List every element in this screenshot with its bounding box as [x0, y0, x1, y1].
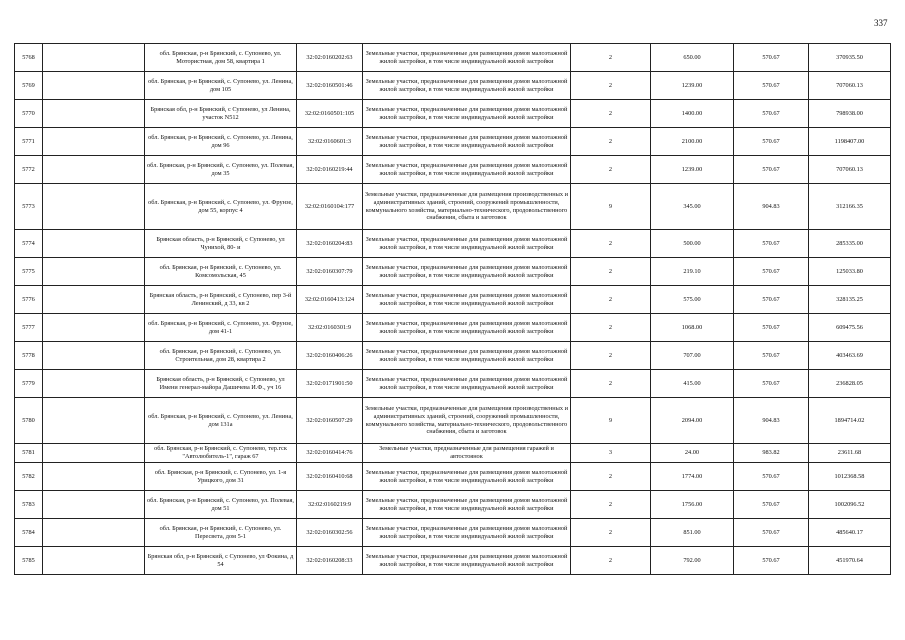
row-number: 5781 — [15, 444, 43, 463]
cadastral-cost-cell: 485640.17 — [809, 519, 891, 547]
zone-cell: 2 — [571, 491, 651, 519]
land-use-cell: Земельные участки, предназначенные для размещения домов малоэтажной жилой застройки, в том числе индивидуальной жилой застройки — [363, 258, 571, 286]
row-number: 5771 — [15, 128, 43, 156]
area-cell: 1774.00 — [651, 463, 734, 491]
area-cell: 500.00 — [651, 230, 734, 258]
rate-cell: 570.67 — [734, 258, 809, 286]
cadastral-number-cell: 32:02:0160501:105 — [297, 100, 363, 128]
zone-cell: 2 — [571, 230, 651, 258]
cadastral-cost-cell: 1002096.52 — [809, 491, 891, 519]
table-row — [15, 72, 891, 100]
row-number: 5783 — [15, 491, 43, 519]
cadastral-number-cell: 32:02:0160410:68 — [297, 463, 363, 491]
cadastral-cost-cell: 328135.25 — [809, 286, 891, 314]
address-cell: Брянская обл, р-н Брянский, с Супонево, ул Ленина, участок N512 — [145, 100, 297, 128]
rate-cell: 570.67 — [734, 230, 809, 258]
address-cell: обл. Брянская, р-н Брянский, с. Супонево, ул. Строительная, дом 28, квартира 2 — [145, 342, 297, 370]
row-number: 5774 — [15, 230, 43, 258]
cadastral-cost-cell: 312166.35 — [809, 184, 891, 230]
table-row — [15, 370, 891, 398]
zone-cell: 2 — [571, 342, 651, 370]
area-cell: 24.00 — [651, 444, 734, 463]
cadastral-number-cell: 32:02:0160307:79 — [297, 258, 363, 286]
cadastral-cost-cell: 609475.56 — [809, 314, 891, 342]
empty-cell — [43, 463, 145, 491]
address-cell: обл. Брянская, р-н Брянский, с. Супонево, ул. Комсомольская, 45 — [145, 258, 297, 286]
empty-cell — [43, 314, 145, 342]
rate-cell: 570.67 — [734, 44, 809, 72]
land-use-cell: Земельные участки, предназначенные для размещения домов малоэтажной жилой застройки, в том числе индивидуальной жилой застройки — [363, 519, 571, 547]
land-registry-table — [14, 43, 891, 575]
empty-cell — [43, 444, 145, 463]
land-use-cell: Земельные участки, предназначенные для размещения домов малоэтажной жилой застройки, в том числе индивидуальной жилой застройки — [363, 314, 571, 342]
rate-cell: 983.82 — [734, 444, 809, 463]
row-number: 5778 — [15, 342, 43, 370]
address-cell: обл. Брянская, р-н Брянский, с. Супонево, ул. Полевая, дом 35 — [145, 156, 297, 184]
empty-cell — [43, 398, 145, 444]
land-use-cell: Земельные участки, предназначенные для размещения домов малоэтажной жилой застройки, в том числе индивидуальной жилой застройки — [363, 44, 571, 72]
land-use-cell: Земельные участки, предназначенные для размещения домов малоэтажной жилой застройки, в том числе индивидуальной жилой застройки — [363, 128, 571, 156]
row-number: 5785 — [15, 547, 43, 575]
table-row — [15, 156, 891, 184]
empty-cell — [43, 342, 145, 370]
address-cell: обл. Брянская, р-н Брянский, с. Супонево, ул. Ленина, дом 131а — [145, 398, 297, 444]
land-use-cell: Земельные участки, предназначенные для размещения домов малоэтажной жилой застройки, в том числе индивидуальной жилой застройки — [363, 370, 571, 398]
rate-cell: 570.67 — [734, 463, 809, 491]
empty-cell — [43, 491, 145, 519]
area-cell: 792.00 — [651, 547, 734, 575]
rate-cell: 570.67 — [734, 128, 809, 156]
zone-cell: 3 — [571, 444, 651, 463]
land-use-cell: Земельные участки, предназначенные для размещения домов малоэтажной жилой застройки, в том числе индивидуальной жилой застройки — [363, 342, 571, 370]
rate-cell: 570.67 — [734, 156, 809, 184]
cadastral-number-cell: 32:02:0160208:33 — [297, 547, 363, 575]
area-cell: 2094.00 — [651, 398, 734, 444]
cadastral-cost-cell: 236828.05 — [809, 370, 891, 398]
empty-cell — [43, 44, 145, 72]
land-use-cell: Земельные участки, предназначенные для размещения домов малоэтажной жилой застройки, в том числе индивидуальной жилой застройки — [363, 547, 571, 575]
zone-cell: 2 — [571, 72, 651, 100]
table-body — [15, 44, 891, 575]
address-cell: обл. Брянская, р-н Брянский, с. Супонево, ул. Ленина, дом 105 — [145, 72, 297, 100]
rate-cell: 904.83 — [734, 184, 809, 230]
rate-cell: 570.67 — [734, 286, 809, 314]
zone-cell: 2 — [571, 156, 651, 184]
area-cell: 1239.00 — [651, 72, 734, 100]
zone-cell: 9 — [571, 398, 651, 444]
empty-cell — [43, 184, 145, 230]
empty-cell — [43, 547, 145, 575]
cadastral-cost-cell: 707060.13 — [809, 72, 891, 100]
cadastral-number-cell: 32:02:0160219:9 — [297, 491, 363, 519]
cadastral-cost-cell: 403463.69 — [809, 342, 891, 370]
cadastral-number-cell: 32:02:0160601:3 — [297, 128, 363, 156]
address-cell: обл. Брянская, р-н Брянский, с. Супонево, ул. Полевая, дом 51 — [145, 491, 297, 519]
land-use-cell: Земельные участки, предназначенные для размещения домов малоэтажной жилой застройки, в том числе индивидуальной жилой застройки — [363, 100, 571, 128]
table-row — [15, 314, 891, 342]
empty-cell — [43, 156, 145, 184]
cadastral-number-cell: 32:02:0160302:56 — [297, 519, 363, 547]
rate-cell: 904.83 — [734, 398, 809, 444]
cadastral-cost-cell: 23611.68 — [809, 444, 891, 463]
address-cell: обл. Брянская, р-н Брянский, с. Супонево, ул. Ленина, дом 96 — [145, 128, 297, 156]
cadastral-cost-cell: 798938.00 — [809, 100, 891, 128]
land-use-cell: Земельные участки, предназначенные для размещения производственных и административных зданий, строений, сооружений промышленности, коммунального хозяйства, материально-технического, продовольственного снабжения, сбыта и заготовок — [363, 398, 571, 444]
zone-cell: 2 — [571, 463, 651, 491]
area-cell: 1068.00 — [651, 314, 734, 342]
cadastral-number-cell: 32:02:0160301:9 — [297, 314, 363, 342]
cadastral-cost-cell: 370935.50 — [809, 44, 891, 72]
land-use-cell: Земельные участки, предназначенные для размещения домов малоэтажной жилой застройки, в том числе индивидуальной жилой застройки — [363, 286, 571, 314]
table-row — [15, 491, 891, 519]
area-cell: 707.00 — [651, 342, 734, 370]
cadastral-number-cell: 32:02:0160219:44 — [297, 156, 363, 184]
land-use-cell: Земельные участки, предназначенные для размещения домов малоэтажной жилой застройки, в том числе индивидуальной жилой застройки — [363, 72, 571, 100]
address-cell: обл. Брянская, р-н Брянский, с. Супонево, ул. Пересвета, дом 5-1 — [145, 519, 297, 547]
cadastral-cost-cell: 1198407.00 — [809, 128, 891, 156]
row-number: 5775 — [15, 258, 43, 286]
zone-cell: 2 — [571, 286, 651, 314]
empty-cell — [43, 258, 145, 286]
row-number: 5780 — [15, 398, 43, 444]
row-number: 5777 — [15, 314, 43, 342]
empty-cell — [43, 128, 145, 156]
area-cell: 1239.00 — [651, 156, 734, 184]
address-cell: обл. Брянская, р-н Брянский, с. Супонево, ул. 1-я Урицкого, дом 31 — [145, 463, 297, 491]
table-row — [15, 230, 891, 258]
table-row — [15, 398, 891, 444]
rate-cell: 570.67 — [734, 342, 809, 370]
area-cell: 1400.00 — [651, 100, 734, 128]
area-cell: 2100.00 — [651, 128, 734, 156]
address-cell: Брянская область, р-н Брянский, с Супонево, ул Имени генерал-майора Дашичева И.Ф., уч 16 — [145, 370, 297, 398]
area-cell: 415.00 — [651, 370, 734, 398]
area-cell: 345.00 — [651, 184, 734, 230]
land-use-cell: Земельные участки, предназначенные для размещения производственных и административных зданий, строений, сооружений промышленности, коммунального хозяйства, материально-технического, продовольственного снабжения, сбыта и заготовок — [363, 184, 571, 230]
table-row — [15, 44, 891, 72]
zone-cell: 2 — [571, 547, 651, 575]
empty-cell — [43, 230, 145, 258]
empty-cell — [43, 100, 145, 128]
cadastral-number-cell: 32:02:0160413:124 — [297, 286, 363, 314]
row-number: 5784 — [15, 519, 43, 547]
zone-cell: 2 — [571, 128, 651, 156]
area-cell: 219.10 — [651, 258, 734, 286]
land-use-cell: Земельные участки, предназначенные для размещения домов малоэтажной жилой застройки, в том числе индивидуальной жилой застройки — [363, 156, 571, 184]
area-cell: 575.00 — [651, 286, 734, 314]
table-row — [15, 286, 891, 314]
rate-cell: 570.67 — [734, 370, 809, 398]
rate-cell: 570.67 — [734, 491, 809, 519]
table-row — [15, 463, 891, 491]
zone-cell: 2 — [571, 314, 651, 342]
area-cell: 650.00 — [651, 44, 734, 72]
zone-cell: 2 — [571, 519, 651, 547]
rate-cell: 570.67 — [734, 100, 809, 128]
address-cell: Брянская область, р-н Брянский, с Супонево, пер 3-й Ленинский, д 33, кв 2 — [145, 286, 297, 314]
cadastral-number-cell: 32:02:0160204:83 — [297, 230, 363, 258]
cadastral-number-cell: 32:02:0160202:63 — [297, 44, 363, 72]
land-use-cell: Земельные участки, предназначенные для размещения гаражей и автостоянок — [363, 444, 571, 463]
cadastral-cost-cell: 1012368.58 — [809, 463, 891, 491]
zone-cell: 2 — [571, 100, 651, 128]
row-number: 5772 — [15, 156, 43, 184]
zone-cell: 2 — [571, 370, 651, 398]
page-number: 337 — [874, 18, 888, 28]
cadastral-cost-cell: 707060.13 — [809, 156, 891, 184]
address-cell: Брянская область, р-н Брянский, с Супонево, ул Чунихой, 80- и — [145, 230, 297, 258]
row-number: 5769 — [15, 72, 43, 100]
row-number: 5776 — [15, 286, 43, 314]
table-row — [15, 519, 891, 547]
empty-cell — [43, 286, 145, 314]
zone-cell: 2 — [571, 258, 651, 286]
land-use-cell: Земельные участки, предназначенные для размещения домов малоэтажной жилой застройки, в том числе индивидуальной жилой застройки — [363, 230, 571, 258]
land-use-cell: Земельные участки, предназначенные для размещения домов малоэтажной жилой застройки, в том числе индивидуальной жилой застройки — [363, 463, 571, 491]
empty-cell — [43, 370, 145, 398]
row-number: 5779 — [15, 370, 43, 398]
table-row — [15, 547, 891, 575]
rate-cell: 570.67 — [734, 547, 809, 575]
land-use-cell: Земельные участки, предназначенные для размещения домов малоэтажной жилой застройки, в том числе индивидуальной жилой застройки — [363, 491, 571, 519]
table-row — [15, 100, 891, 128]
row-number: 5773 — [15, 184, 43, 230]
cadastral-cost-cell: 451970.64 — [809, 547, 891, 575]
cadastral-number-cell: 32:02:0171901:50 — [297, 370, 363, 398]
empty-cell — [43, 519, 145, 547]
address-cell: обл. Брянская, р-н Брянский, с. Супонево, тер.гск "Автолюбитель-1", гараж 67 — [145, 444, 297, 463]
table-row — [15, 444, 891, 463]
cadastral-cost-cell: 1894714.02 — [809, 398, 891, 444]
table-row — [15, 128, 891, 156]
address-cell: Брянская обл, р-н Брянский, с Супонево, ул Фокина, д 54 — [145, 547, 297, 575]
area-cell: 851.00 — [651, 519, 734, 547]
table-row — [15, 342, 891, 370]
address-cell: обл. Брянская, р-н Брянский, с. Супонево, ул. Мотористная, дом 58, квартира 1 — [145, 44, 297, 72]
empty-cell — [43, 72, 145, 100]
cadastral-number-cell: 32:02:0160507:29 — [297, 398, 363, 444]
address-cell: обл. Брянская, р-н Брянский, с. Супонево, ул. Фрунзе, дом 55, корпус 4 — [145, 184, 297, 230]
address-cell: обл. Брянская, р-н Брянский, с. Супонево, ул. Фрунзе, дом 41-1 — [145, 314, 297, 342]
cadastral-number-cell: 32:02:0160104:177 — [297, 184, 363, 230]
table-row — [15, 258, 891, 286]
row-number: 5770 — [15, 100, 43, 128]
rate-cell: 570.67 — [734, 314, 809, 342]
rate-cell: 570.67 — [734, 72, 809, 100]
cadastral-number-cell: 32:02:0160406:26 — [297, 342, 363, 370]
table-row — [15, 184, 891, 230]
cadastral-number-cell: 32:02:0160414:76 — [297, 444, 363, 463]
rate-cell: 570.67 — [734, 519, 809, 547]
row-number: 5782 — [15, 463, 43, 491]
zone-cell: 2 — [571, 44, 651, 72]
row-number: 5768 — [15, 44, 43, 72]
cadastral-cost-cell: 125033.80 — [809, 258, 891, 286]
zone-cell: 9 — [571, 184, 651, 230]
area-cell: 1756.00 — [651, 491, 734, 519]
cadastral-cost-cell: 285335.00 — [809, 230, 891, 258]
cadastral-number-cell: 32:02:0160501:46 — [297, 72, 363, 100]
